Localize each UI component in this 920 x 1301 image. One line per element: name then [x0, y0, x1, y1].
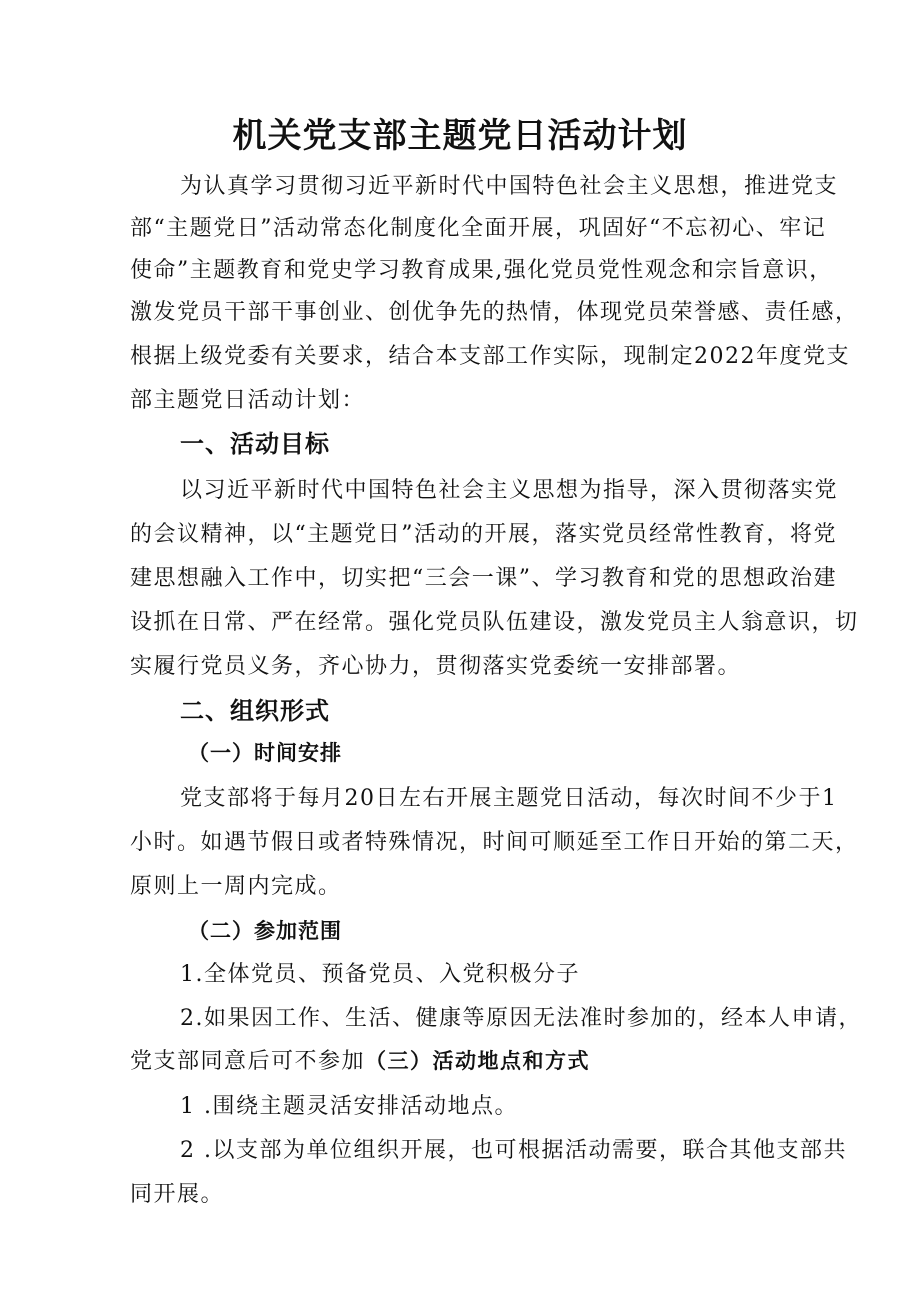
intro-line: 为认真学习贯彻习近平新时代中国特色社会主义思想，推进党支 — [180, 174, 839, 199]
section-heading-goal: 一、活动目标 — [180, 430, 330, 458]
section1-line: 的会议精神，以“主题党日”活动的开展，落实党员经常性教育，将党 — [130, 522, 837, 547]
scope-item: 1.全体党员、预备党员、入党积极分子 — [180, 962, 580, 987]
subheading-schedule: （一）时间安排 — [188, 741, 342, 765]
section-heading-organization: 二、组织形式 — [180, 697, 330, 725]
intro-line: 使命”主题教育和党史学习教育成果,强化党员党性观念和宗旨意识， — [130, 258, 833, 283]
intro-line: 根据上级党委有关要求，结合本支部工作实际，现制定2022年度党支 — [130, 344, 850, 369]
scope-item-tail: 党支部同意后可不参加 — [130, 1049, 366, 1074]
section1-line: 设抓在日常、严在经常。强化党员队伍建设，激发党员主人翁意识，切 — [130, 610, 859, 635]
subheading-scope: （二）参加范围 — [188, 919, 342, 943]
intro-line: 部“主题党日”活动常态化制度化全面开展，巩固好“不忘初心、牢记 — [130, 216, 827, 241]
section1-line: 实履行党员义务，齐心协力，贯彻落实党委统一安排部署。 — [130, 654, 742, 679]
schedule-line: 党支部将于每月20日左右开展主题党日活动，每次时间不少于1 — [180, 786, 838, 811]
section1-line: 以习近平新时代中国特色社会主义思想为指导，深入贯彻落实党 — [180, 478, 839, 503]
intro-line: 部主题党日活动计划： — [130, 388, 366, 413]
subheading-location: （三）活动地点和方式 — [365, 1049, 591, 1073]
document-title: 机关党支部主题党日活动计划 — [232, 116, 688, 156]
location-item: 同开展。 — [130, 1182, 225, 1207]
location-item: 2 .以支部为单位组织开展，也可根据活动需要，联合其他支部共 — [180, 1138, 847, 1163]
schedule-line: 原则上一周内完成。 — [130, 874, 342, 899]
intro-line: 激发党员干部干事创业、创优争先的热情，体现党员荣誉感、责任感， — [130, 300, 859, 325]
scope-item: 2.如果因工作、生活、健康等原因无法准时参加的，经本人申请， — [180, 1006, 862, 1031]
location-item: 1 .围绕主题灵活安排活动地点。 — [180, 1094, 518, 1119]
scope-item-continuation — [130, 1046, 810, 1077]
section1-line: 建思想融入工作中，切实把“三会一课”、学习教育和党的思想政治建 — [130, 566, 837, 591]
schedule-line: 小时。如遇节假日或者特殊情况，时间可顺延至工作日开始的第二天， — [130, 830, 859, 855]
